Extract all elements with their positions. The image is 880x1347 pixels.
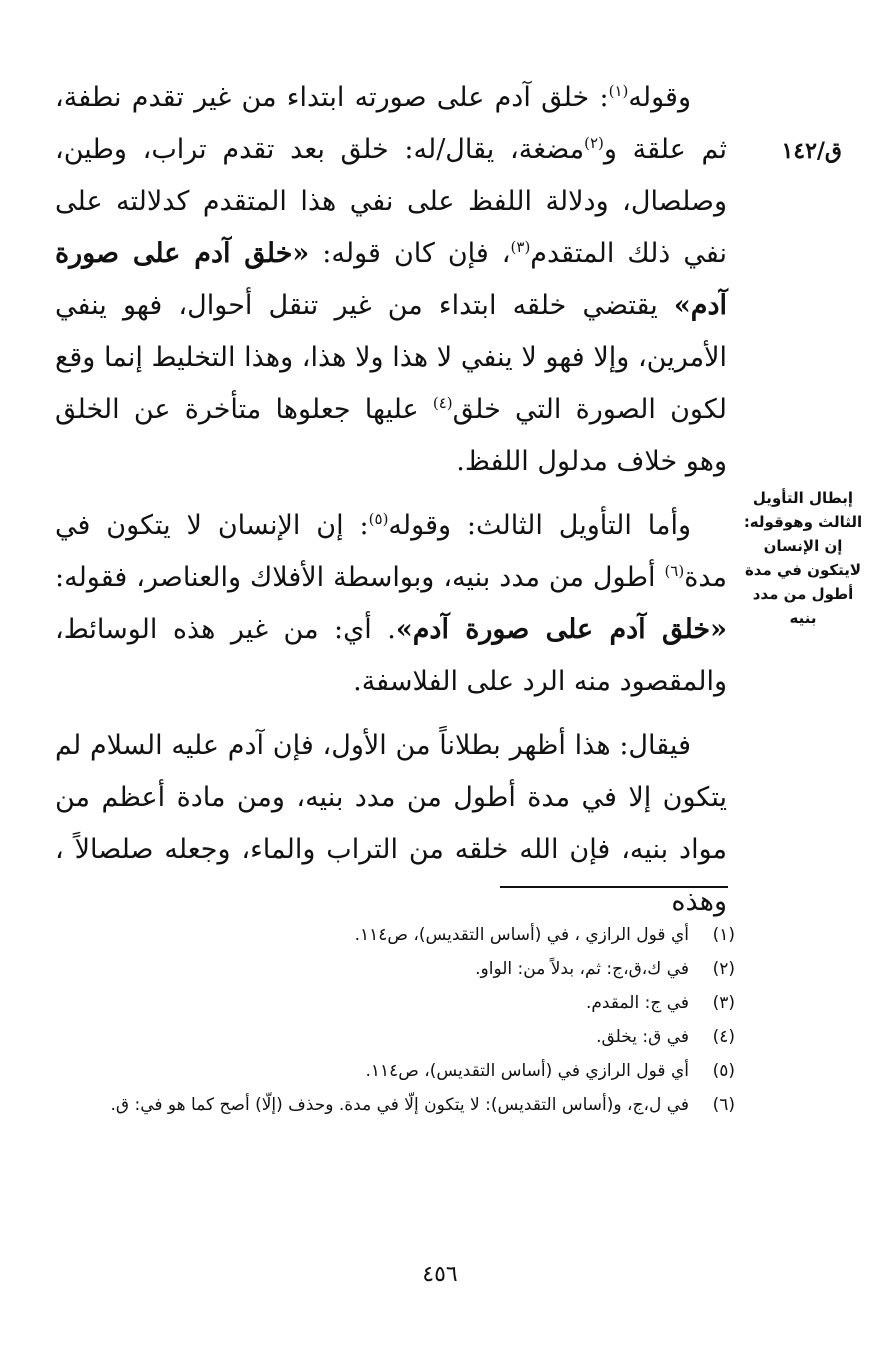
footnote-text: في ك،ق،ج: ثم، بدلاً من: الواو. [475, 959, 689, 979]
footnote-number: (٤) [712, 1027, 735, 1047]
text-segment: : إن الإنسان لا يتكون في مدة [55, 510, 727, 593]
footnote-ref-1[interactable]: (١) [608, 82, 629, 100]
hadith-quote: «خلق آدم على صورة آدم» [395, 614, 727, 645]
text-segment: أطول من مدد بنيه، وبواسطة الأفلاك والعناصر، فقوله: [55, 562, 665, 593]
footnote-text: في ج: المقدم. [586, 993, 689, 1013]
footnote-item [55, 1088, 735, 1122]
section-side-heading: إبطال التأويل الثالث وهوقوله: إن الإنسان لايتكون في مدة أطول من مدد بنيه [743, 489, 863, 627]
text-segment: : خلق آدم على صورته ابتداء من غير تقدم نطفة، ثم علقة و [55, 82, 727, 165]
hadith-quote: «خلق آدم على صورة آدم» [55, 238, 727, 321]
footnote-number: (٣) [712, 993, 735, 1013]
footnote-ref-2[interactable]: (٢) [584, 134, 604, 152]
footnote-number: (٦) [712, 1095, 735, 1115]
manuscript-folio-reference: ق/١٤٢ [781, 138, 842, 164]
footnote-number: (٢) [712, 959, 735, 979]
text-segment: وقوله [628, 82, 691, 113]
footnote-item [55, 986, 735, 1020]
footnote-item [55, 918, 735, 952]
paragraph-2 [55, 500, 727, 708]
text-segment: عليها جعلوها متأخرة عن الخلق وهو خلاف مدلول اللفظ. [55, 394, 727, 477]
text-segment: . أي: من غير هذه الوسائط، والمقصود منه الرد على الفلاسفة. [55, 614, 727, 697]
paragraph-1 [55, 72, 727, 488]
page-number: ٤٥٦ [422, 1262, 458, 1287]
footnote-text: في ل،ج، و(أساس التقديس): لا يتكون إلّا في مدة. وحذف (إلّا) أصح كما هو في: ق. [110, 1095, 689, 1115]
footnote-ref-4[interactable]: (٤) [432, 394, 453, 412]
footnote-text: في ق: يخلق. [596, 1027, 689, 1047]
footnote-text: أي قول الرازي في (أساس التقديس)، ص١١٤. [365, 1061, 689, 1081]
footnote-number: (٥) [712, 1061, 735, 1081]
text-segment: ، فإن كان قوله: [309, 238, 511, 269]
text-segment: مضغة، يقال/له: خلق بعد تقدم تراب، وطين، وصلصال، ودلالة اللفظ على نفي هذا المتقدم كدلالته على نفي ذلك المتقدم [55, 134, 727, 269]
main-text-body [55, 72, 727, 928]
text-segment: وأما التأويل الثالث: وقوله [388, 510, 691, 541]
footnote-ref-3[interactable]: (٣) [510, 238, 531, 256]
footnote-divider [500, 886, 728, 888]
footnote-number: (١) [712, 925, 735, 945]
footnote-item [55, 1020, 735, 1054]
footnote-item [55, 1054, 735, 1088]
paragraph-3 [55, 720, 727, 928]
text-segment: يقتضي خلقه ابتداء من غير تنقل أحوال، فهو ينفي الأمرين، وإلا فهو لا ينفي لا هذا ولا هذا، وهذا التخليط إنما وقع لكون الصورة التي خلق [55, 290, 727, 425]
footnote-ref-5[interactable]: (٥) [368, 510, 389, 528]
text-segment: فيقال: هذا أظهر بطلاناً من الأول، فإن آدم عليه السلام لم يتكون إلا في مدة أطول من مدد بنيه، ومن مادة أعظم من مواد بنيه، فإن الله خلقه من التراب والماء، وجعله صلصالاً ، وهذه [55, 730, 727, 917]
footnote-ref-6[interactable]: (٦) [664, 562, 685, 580]
footnote-item [55, 952, 735, 986]
footnotes-list [55, 918, 735, 1122]
footnote-text: أي قول الرازي ، في (أساس التقديس)، ص١١٤. [354, 925, 689, 945]
